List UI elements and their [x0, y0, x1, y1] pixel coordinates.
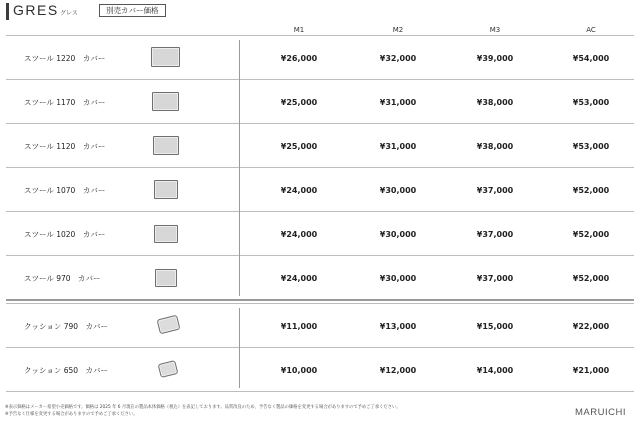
stool-cover-swatch	[152, 92, 179, 111]
column-header-ac: AC	[586, 26, 596, 34]
cover-price-badge: 別売カバー価格	[99, 4, 166, 17]
row-label: スツール 1220 カバー	[24, 53, 106, 63]
maruichi-logo: MARUICHI	[575, 407, 626, 418]
row-label: スツール 1120 カバー	[24, 141, 106, 151]
table-row	[6, 304, 634, 348]
price-m2: ¥30,000	[379, 185, 417, 195]
price-m3: ¥14,000	[476, 365, 514, 375]
price-m2: ¥31,000	[379, 97, 417, 107]
price-m3: ¥15,000	[476, 321, 514, 331]
table-row	[6, 80, 634, 124]
price-m1: ¥10,000	[280, 365, 318, 375]
price-m3: ¥39,000	[476, 53, 514, 63]
footnote-spec: ※予告なく仕様を変更する場合がありますので予めご了承ください。	[5, 411, 138, 417]
price-m1: ¥24,000	[280, 229, 318, 239]
table-row	[6, 168, 634, 212]
price-ac: ¥21,000	[572, 365, 610, 375]
price-ac: ¥52,000	[572, 185, 610, 195]
price-m3: ¥38,000	[476, 97, 514, 107]
price-ac: ¥22,000	[572, 321, 610, 331]
footnotes	[5, 405, 401, 418]
price-m2: ¥13,000	[379, 321, 417, 331]
stool-cover-swatch	[155, 269, 177, 287]
row-label: スツール 1070 カバー	[24, 185, 106, 195]
brand-kana: グレス	[60, 10, 78, 17]
cushion-cover-swatch	[156, 315, 180, 335]
price-ac: ¥53,000	[572, 97, 610, 107]
price-m1: ¥11,000	[280, 321, 318, 331]
table-row	[6, 124, 634, 168]
stool-cover-swatch	[154, 225, 178, 243]
column-header-m1: M1	[293, 26, 305, 34]
brand-accent-bar	[6, 3, 9, 20]
table-row	[6, 212, 634, 256]
price-m2: ¥32,000	[379, 53, 417, 63]
price-m2: ¥30,000	[379, 273, 417, 283]
stool-cover-swatch	[153, 136, 179, 155]
price-ac: ¥52,000	[572, 229, 610, 239]
price-m1: ¥25,000	[280, 97, 318, 107]
price-m2: ¥31,000	[379, 141, 417, 151]
price-ac: ¥54,000	[572, 53, 610, 63]
column-header-m3: M3	[489, 26, 501, 34]
price-ac: ¥53,000	[572, 141, 610, 151]
column-header-m2: M2	[392, 26, 404, 34]
price-m3: ¥37,000	[476, 273, 514, 283]
row-label: スツール 970 カバー	[24, 273, 101, 283]
price-m2: ¥30,000	[379, 229, 417, 239]
price-ac: ¥52,000	[572, 273, 610, 283]
price-m3: ¥37,000	[476, 185, 514, 195]
stool-cover-swatch	[151, 47, 180, 67]
price-m1: ¥24,000	[280, 185, 318, 195]
footnote-price: ※表示価格はメーカー希望小売価格です。価格は 2025 年 6 月現在の製品本体価格（税込）を表記しております。品質改良のため、予告なく製品の価格を変更する場合がありますので予めご了承ください。	[5, 405, 401, 410]
row-label: スツール 1020 カバー	[24, 229, 106, 239]
row-label: スツール 1170 カバー	[24, 97, 106, 107]
table-row	[6, 256, 634, 300]
table-row	[6, 348, 634, 392]
price-m1: ¥26,000	[280, 53, 318, 63]
price-m3: ¥37,000	[476, 229, 514, 239]
price-m1: ¥24,000	[280, 273, 318, 283]
stool-cover-swatch	[154, 180, 178, 199]
row-label: クッション 650 カバー	[24, 365, 109, 375]
price-m3: ¥38,000	[476, 141, 514, 151]
price-m2: ¥12,000	[379, 365, 417, 375]
row-label: クッション 790 カバー	[24, 321, 109, 331]
cushion-cover-swatch	[158, 360, 179, 378]
table-row	[6, 36, 634, 80]
brand-name: GRES	[13, 2, 59, 18]
price-m1: ¥25,000	[280, 141, 318, 151]
